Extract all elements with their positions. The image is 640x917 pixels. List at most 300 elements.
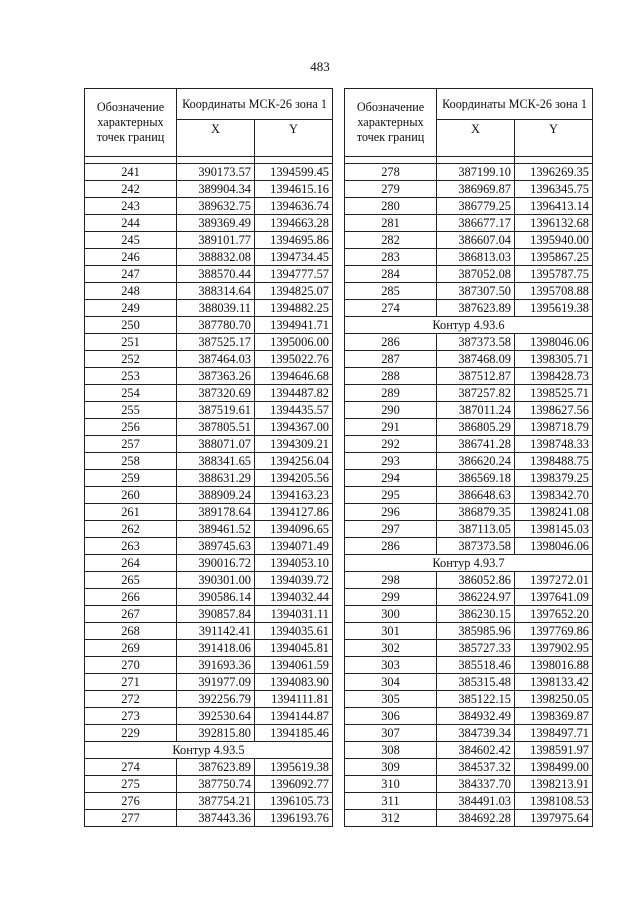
y-value: 1394185.46 — [255, 725, 333, 742]
coordinates-body-right — [345, 164, 593, 827]
y-value: 1398046.06 — [515, 334, 593, 351]
y-value: 1394035.61 — [255, 623, 333, 640]
table-row — [85, 334, 333, 351]
table-row — [85, 198, 333, 215]
x-value: 387373.58 — [437, 538, 515, 555]
table-row — [85, 368, 333, 385]
point-number: 284 — [345, 266, 437, 283]
y-value: 1395708.88 — [515, 283, 593, 300]
point-number: 259 — [85, 470, 177, 487]
x-value: 387780.70 — [177, 317, 255, 334]
y-value: 1397975.64 — [515, 810, 593, 827]
table-row — [345, 521, 593, 538]
y-value: 1394777.57 — [255, 266, 333, 283]
y-value: 1398369.87 — [515, 708, 593, 725]
table-row — [345, 504, 593, 521]
x-value: 386813.03 — [437, 249, 515, 266]
table-row — [345, 793, 593, 810]
header-coords-group: Координаты МСК-26 зона 1 — [437, 89, 593, 120]
x-value: 388631.29 — [177, 470, 255, 487]
x-value: 392256.79 — [177, 691, 255, 708]
table-row — [345, 691, 593, 708]
x-value: 385518.46 — [437, 657, 515, 674]
table-row — [85, 793, 333, 810]
y-value: 1394045.81 — [255, 640, 333, 657]
y-value: 1398250.05 — [515, 691, 593, 708]
table-row — [345, 657, 593, 674]
point-number: 299 — [345, 589, 437, 606]
table-row — [85, 249, 333, 266]
x-value: 387011.24 — [437, 402, 515, 419]
table-row — [85, 623, 333, 640]
header-coords-group: Координаты МСК-26 зона 1 — [177, 89, 333, 120]
x-value: 390016.72 — [177, 555, 255, 572]
table-row — [345, 283, 593, 300]
table-row — [85, 606, 333, 623]
table-row — [345, 623, 593, 640]
table-row — [85, 487, 333, 504]
page-number: 483 — [310, 59, 330, 74]
x-value: 387464.03 — [177, 351, 255, 368]
y-value: 1398525.71 — [515, 385, 593, 402]
point-number: 274 — [345, 300, 437, 317]
point-number: 279 — [345, 181, 437, 198]
contour-label: Контур 4.93.6 — [345, 317, 593, 334]
point-number: 286 — [345, 538, 437, 555]
header-point-label: Обозначение характерных точек границ — [85, 89, 177, 157]
y-value: 1394487.82 — [255, 385, 333, 402]
y-value: 1398497.71 — [515, 725, 593, 742]
y-value: 1398499.00 — [515, 759, 593, 776]
y-value: 1394053.10 — [255, 555, 333, 572]
point-number: 245 — [85, 232, 177, 249]
point-number: 286 — [345, 334, 437, 351]
table-row — [345, 215, 593, 232]
point-number: 285 — [345, 283, 437, 300]
table-row — [345, 232, 593, 249]
point-number: 261 — [85, 504, 177, 521]
y-value: 1396413.14 — [515, 198, 593, 215]
x-value: 386741.28 — [437, 436, 515, 453]
point-number: 296 — [345, 504, 437, 521]
x-value: 389904.34 — [177, 181, 255, 198]
x-value: 387623.89 — [177, 759, 255, 776]
table-row — [345, 572, 593, 589]
gap-cell — [437, 157, 515, 164]
table-row — [85, 759, 333, 776]
point-number: 309 — [345, 759, 437, 776]
table-row — [85, 657, 333, 674]
header-x: X — [177, 120, 255, 157]
y-value: 1394205.56 — [255, 470, 333, 487]
table-row — [85, 521, 333, 538]
x-value: 385985.96 — [437, 623, 515, 640]
table-row — [85, 232, 333, 249]
gap-cell — [255, 157, 333, 164]
x-value: 387468.09 — [437, 351, 515, 368]
point-number: 256 — [85, 419, 177, 436]
table-row — [345, 725, 593, 742]
x-value: 391693.36 — [177, 657, 255, 674]
table-row — [85, 708, 333, 725]
point-number: 294 — [345, 470, 437, 487]
y-value: 1398046.06 — [515, 538, 593, 555]
table-row — [345, 759, 593, 776]
y-value: 1398748.33 — [515, 436, 593, 453]
point-number: 269 — [85, 640, 177, 657]
point-number: 302 — [345, 640, 437, 657]
y-value: 1394071.49 — [255, 538, 333, 555]
table-row — [345, 266, 593, 283]
y-value: 1394083.90 — [255, 674, 333, 691]
y-value: 1398145.03 — [515, 521, 593, 538]
x-value: 384537.32 — [437, 759, 515, 776]
y-value: 1398133.42 — [515, 674, 593, 691]
point-number: 293 — [345, 453, 437, 470]
coordinates-body-left — [85, 164, 333, 827]
table-row — [345, 249, 593, 266]
y-value: 1395006.00 — [255, 334, 333, 351]
table-row — [85, 589, 333, 606]
y-value: 1394695.86 — [255, 232, 333, 249]
point-number: 291 — [345, 419, 437, 436]
y-value: 1398342.70 — [515, 487, 593, 504]
table-row — [85, 572, 333, 589]
point-number: 249 — [85, 300, 177, 317]
y-value: 1397769.86 — [515, 623, 593, 640]
point-number: 263 — [85, 538, 177, 555]
table-row — [85, 538, 333, 555]
x-value: 388341.65 — [177, 453, 255, 470]
y-value: 1397272.01 — [515, 572, 593, 589]
table-row — [345, 436, 593, 453]
point-number: 289 — [345, 385, 437, 402]
table-row — [345, 674, 593, 691]
y-value: 1394734.45 — [255, 249, 333, 266]
x-value: 388071.07 — [177, 436, 255, 453]
x-value: 387307.50 — [437, 283, 515, 300]
y-value: 1398016.88 — [515, 657, 593, 674]
point-number: 251 — [85, 334, 177, 351]
point-number: 229 — [85, 725, 177, 742]
y-value: 1395940.00 — [515, 232, 593, 249]
point-number: 264 — [85, 555, 177, 572]
point-number: 250 — [85, 317, 177, 334]
point-number: 246 — [85, 249, 177, 266]
x-value: 386620.24 — [437, 453, 515, 470]
x-value: 389101.77 — [177, 232, 255, 249]
y-value: 1398718.79 — [515, 419, 593, 436]
point-number: 282 — [345, 232, 437, 249]
contour-label: Контур 4.93.7 — [345, 555, 593, 572]
y-value: 1394646.68 — [255, 368, 333, 385]
point-number: 304 — [345, 674, 437, 691]
point-number: 243 — [85, 198, 177, 215]
x-value: 388039.11 — [177, 300, 255, 317]
table-row — [85, 215, 333, 232]
x-value: 387363.26 — [177, 368, 255, 385]
x-value: 388832.08 — [177, 249, 255, 266]
y-value: 1394663.28 — [255, 215, 333, 232]
y-value: 1394256.04 — [255, 453, 333, 470]
point-number: 241 — [85, 164, 177, 181]
table-row — [85, 283, 333, 300]
table-row — [85, 555, 333, 572]
x-value: 386969.87 — [437, 181, 515, 198]
table-row — [85, 164, 333, 181]
x-value: 390173.57 — [177, 164, 255, 181]
point-number: 257 — [85, 436, 177, 453]
y-value: 1395619.38 — [255, 759, 333, 776]
contour-row — [345, 555, 593, 572]
x-value: 384932.49 — [437, 708, 515, 725]
gap-cell — [345, 157, 437, 164]
x-value: 384337.70 — [437, 776, 515, 793]
y-value: 1394941.71 — [255, 317, 333, 334]
y-value: 1394435.57 — [255, 402, 333, 419]
y-value: 1394367.00 — [255, 419, 333, 436]
point-number: 300 — [345, 606, 437, 623]
y-value: 1394061.59 — [255, 657, 333, 674]
table-row — [345, 351, 593, 368]
x-value: 385315.48 — [437, 674, 515, 691]
x-value: 386230.15 — [437, 606, 515, 623]
table-row — [85, 266, 333, 283]
y-value: 1396132.68 — [515, 215, 593, 232]
x-value: 389745.63 — [177, 538, 255, 555]
point-number: 297 — [345, 521, 437, 538]
y-value: 1394032.44 — [255, 589, 333, 606]
header-point-label: Обозначение характерных точек границ — [345, 89, 437, 157]
table-row — [85, 436, 333, 453]
point-number: 275 — [85, 776, 177, 793]
point-number: 277 — [85, 810, 177, 827]
y-value: 1394031.11 — [255, 606, 333, 623]
x-value: 385122.15 — [437, 691, 515, 708]
point-number: 281 — [345, 215, 437, 232]
point-number: 306 — [345, 708, 437, 725]
point-number: 252 — [85, 351, 177, 368]
x-value: 388909.24 — [177, 487, 255, 504]
contour-label: Контур 4.93.5 — [85, 742, 333, 759]
table-row — [85, 317, 333, 334]
x-value: 389461.52 — [177, 521, 255, 538]
table-row — [345, 606, 593, 623]
y-value: 1396345.75 — [515, 181, 593, 198]
y-value: 1397652.20 — [515, 606, 593, 623]
point-number: 253 — [85, 368, 177, 385]
table-row — [85, 300, 333, 317]
header-x: X — [437, 120, 515, 157]
point-number: 288 — [345, 368, 437, 385]
y-value: 1398488.75 — [515, 453, 593, 470]
y-value: 1398108.53 — [515, 793, 593, 810]
point-number: 258 — [85, 453, 177, 470]
point-number: 247 — [85, 266, 177, 283]
point-number: 254 — [85, 385, 177, 402]
y-value: 1396269.35 — [515, 164, 593, 181]
table-row — [85, 776, 333, 793]
point-number: 272 — [85, 691, 177, 708]
x-value: 388314.64 — [177, 283, 255, 300]
x-value: 392530.64 — [177, 708, 255, 725]
y-value: 1394636.74 — [255, 198, 333, 215]
point-number: 290 — [345, 402, 437, 419]
x-value: 386052.86 — [437, 572, 515, 589]
table-row — [345, 181, 593, 198]
x-value: 386607.04 — [437, 232, 515, 249]
gap-cell — [85, 157, 177, 164]
table-row — [85, 725, 333, 742]
y-value: 1397902.95 — [515, 640, 593, 657]
point-number: 268 — [85, 623, 177, 640]
y-value: 1394039.72 — [255, 572, 333, 589]
table-row — [85, 640, 333, 657]
y-value: 1398591.97 — [515, 742, 593, 759]
x-value: 387519.61 — [177, 402, 255, 419]
y-value: 1394111.81 — [255, 691, 333, 708]
y-value: 1394163.23 — [255, 487, 333, 504]
point-number: 242 — [85, 181, 177, 198]
x-value: 390586.14 — [177, 589, 255, 606]
y-value: 1394144.87 — [255, 708, 333, 725]
x-value: 390301.00 — [177, 572, 255, 589]
point-number: 301 — [345, 623, 437, 640]
table-row — [345, 708, 593, 725]
x-value: 387512.87 — [437, 368, 515, 385]
point-number: 271 — [85, 674, 177, 691]
table-row — [85, 470, 333, 487]
y-value: 1398305.71 — [515, 351, 593, 368]
point-number: 274 — [85, 759, 177, 776]
table-row — [345, 776, 593, 793]
y-value: 1396105.73 — [255, 793, 333, 810]
y-value: 1395022.76 — [255, 351, 333, 368]
y-value: 1394615.16 — [255, 181, 333, 198]
table-row — [345, 164, 593, 181]
x-value: 386805.29 — [437, 419, 515, 436]
point-number: 303 — [345, 657, 437, 674]
y-value: 1394882.25 — [255, 300, 333, 317]
x-value: 390857.84 — [177, 606, 255, 623]
y-value: 1395619.38 — [515, 300, 593, 317]
coordinates-table-left — [84, 88, 333, 827]
point-number: 244 — [85, 215, 177, 232]
point-number: 273 — [85, 708, 177, 725]
x-value: 386879.35 — [437, 504, 515, 521]
point-number: 278 — [345, 164, 437, 181]
table-row — [85, 419, 333, 436]
y-value: 1396092.77 — [255, 776, 333, 793]
table-row — [345, 742, 593, 759]
y-value: 1394096.65 — [255, 521, 333, 538]
point-number: 308 — [345, 742, 437, 759]
point-number: 248 — [85, 283, 177, 300]
x-value: 387257.82 — [437, 385, 515, 402]
table-row — [85, 351, 333, 368]
x-value: 392815.80 — [177, 725, 255, 742]
x-value: 387750.74 — [177, 776, 255, 793]
table-row — [345, 640, 593, 657]
x-value: 388570.44 — [177, 266, 255, 283]
x-value: 384739.34 — [437, 725, 515, 742]
table-row — [345, 402, 593, 419]
x-value: 387320.69 — [177, 385, 255, 402]
point-number: 260 — [85, 487, 177, 504]
table-row — [345, 538, 593, 555]
x-value: 384692.28 — [437, 810, 515, 827]
x-value: 384491.03 — [437, 793, 515, 810]
gap-cell — [515, 157, 593, 164]
table-row — [85, 385, 333, 402]
x-value: 385727.33 — [437, 640, 515, 657]
x-value: 386677.17 — [437, 215, 515, 232]
x-value: 389178.64 — [177, 504, 255, 521]
x-value: 391977.09 — [177, 674, 255, 691]
coordinates-table-right — [344, 88, 593, 827]
point-number: 276 — [85, 793, 177, 810]
x-value: 387199.10 — [437, 164, 515, 181]
point-number: 287 — [345, 351, 437, 368]
table-row — [85, 504, 333, 521]
contour-row — [345, 317, 593, 334]
y-value: 1398627.56 — [515, 402, 593, 419]
x-value: 387754.21 — [177, 793, 255, 810]
contour-row — [85, 742, 333, 759]
x-value: 387113.05 — [437, 521, 515, 538]
y-value: 1394825.07 — [255, 283, 333, 300]
table-row — [85, 810, 333, 827]
table-row — [345, 470, 593, 487]
header-y: Y — [255, 120, 333, 157]
x-value: 387525.17 — [177, 334, 255, 351]
y-value: 1394599.45 — [255, 164, 333, 181]
table-row — [85, 402, 333, 419]
x-value: 387443.36 — [177, 810, 255, 827]
y-value: 1398379.25 — [515, 470, 593, 487]
table-row — [85, 181, 333, 198]
header-y: Y — [515, 120, 593, 157]
table-row — [345, 385, 593, 402]
table-row — [85, 691, 333, 708]
x-value: 391418.06 — [177, 640, 255, 657]
point-number: 262 — [85, 521, 177, 538]
point-number: 266 — [85, 589, 177, 606]
table-row — [345, 368, 593, 385]
table-row — [345, 810, 593, 827]
y-value: 1398428.73 — [515, 368, 593, 385]
x-value: 387373.58 — [437, 334, 515, 351]
x-value: 391142.41 — [177, 623, 255, 640]
y-value: 1398241.08 — [515, 504, 593, 521]
x-value: 387805.51 — [177, 419, 255, 436]
table-row — [345, 334, 593, 351]
table-row — [345, 419, 593, 436]
x-value: 387052.08 — [437, 266, 515, 283]
x-value: 389369.49 — [177, 215, 255, 232]
point-number: 267 — [85, 606, 177, 623]
x-value: 387623.89 — [437, 300, 515, 317]
y-value: 1394127.86 — [255, 504, 333, 521]
point-number: 311 — [345, 793, 437, 810]
gap-cell — [177, 157, 255, 164]
table-row — [85, 453, 333, 470]
y-value: 1396193.76 — [255, 810, 333, 827]
x-value: 386569.18 — [437, 470, 515, 487]
point-number: 255 — [85, 402, 177, 419]
table-row — [345, 487, 593, 504]
table-row — [345, 589, 593, 606]
